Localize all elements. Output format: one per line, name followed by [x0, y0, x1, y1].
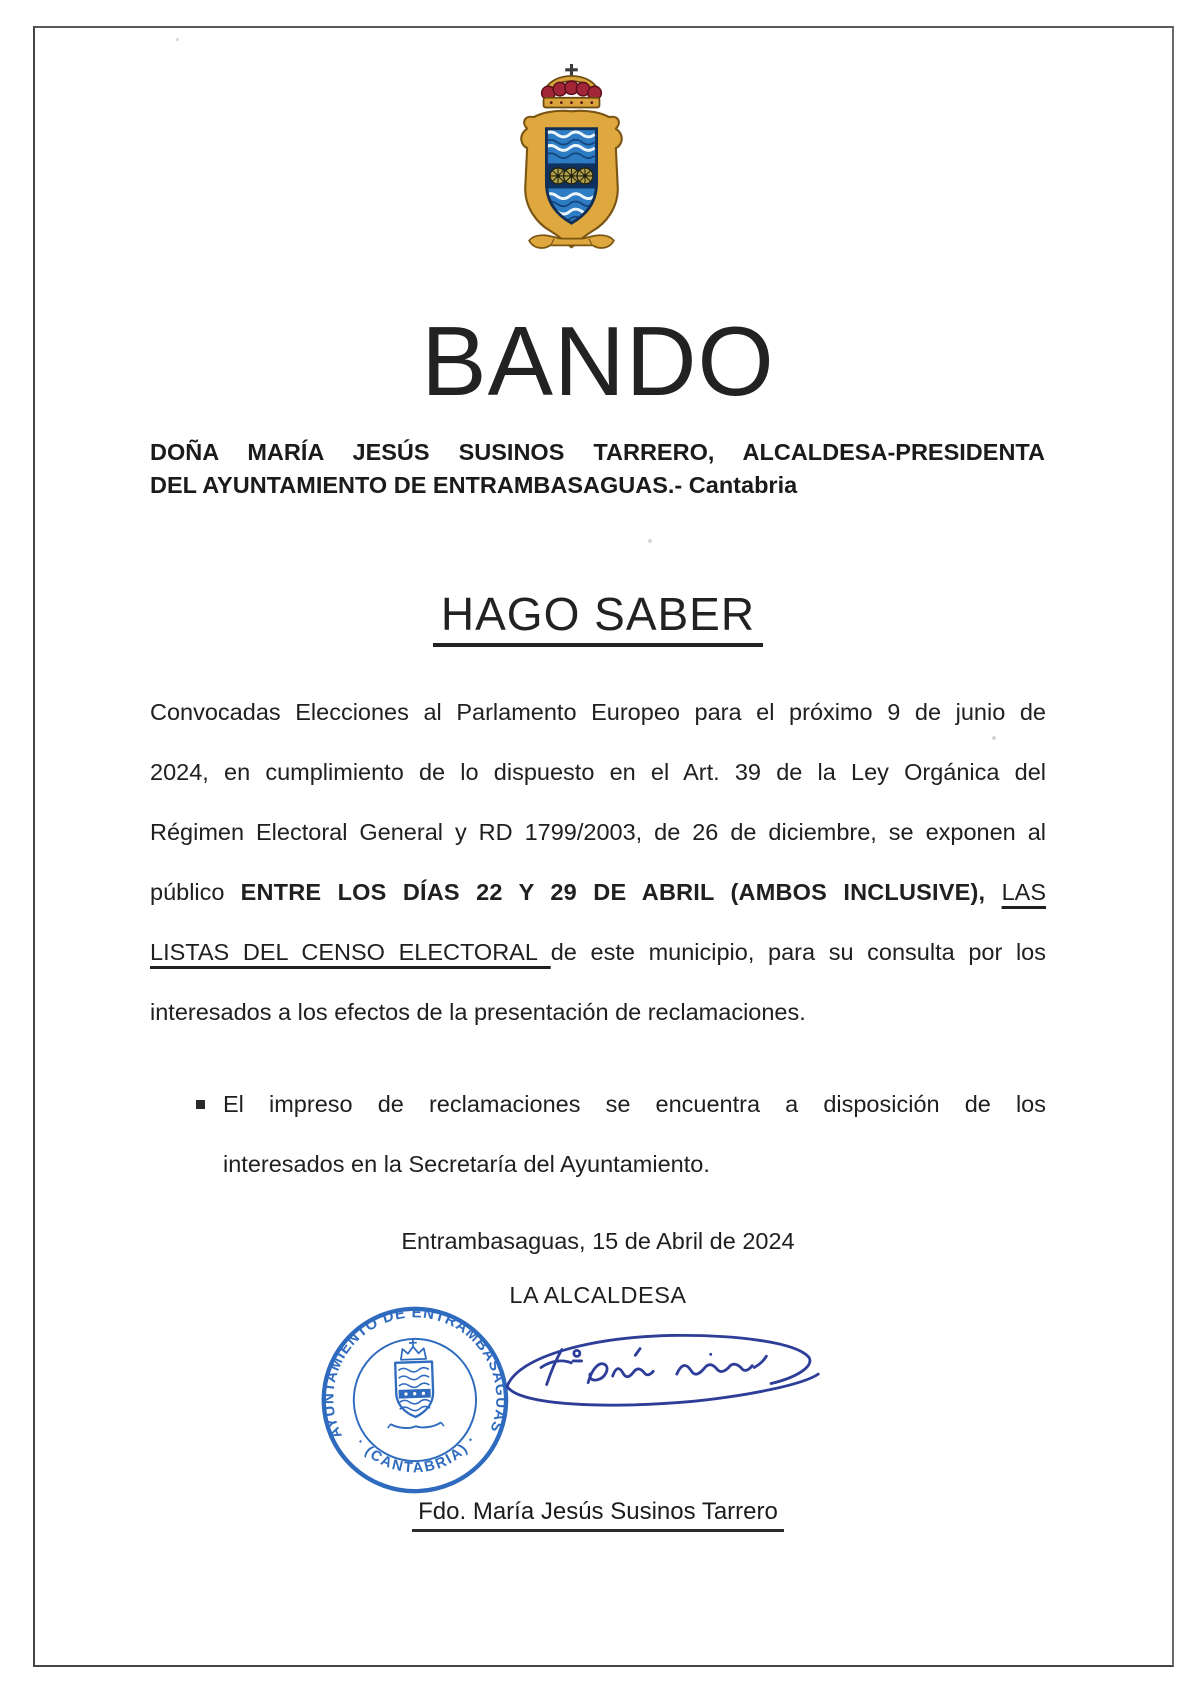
date-line: Entrambasaguas, 15 de Abril de 2024	[401, 1228, 795, 1254]
signed-by-text: Fdo. María Jesús Susinos Tarrero	[412, 1498, 784, 1532]
bullet-line: El impreso de reclamaciones se encuentra a disposición de los	[223, 1091, 1046, 1117]
mill-wheel-icon	[577, 168, 593, 184]
stamp-shield-icon	[385, 1338, 444, 1429]
hago-saber-text: HAGO SABER	[433, 588, 763, 647]
salutation-block	[150, 436, 1045, 502]
stamp-arc-top-text: AYUNTAMIENTO DE ENTRAMBASAGUAS	[320, 1304, 510, 1442]
scan-speck	[176, 38, 179, 41]
scan-speck	[648, 539, 652, 543]
bullet-item	[196, 1074, 1046, 1194]
signature-icon	[492, 1326, 822, 1426]
salutation-line: DOÑA MARÍA JESÚS SUSINOS TARRERO, ALCALDESA-PRESIDENTA	[150, 439, 1045, 465]
paragraph-underlined-text: LISTAS DEL CENSO ELECTORAL	[150, 939, 551, 965]
square-bullet-icon	[196, 1100, 205, 1109]
paragraph-line	[150, 922, 1046, 982]
bullet-line: interesados en la Secretaría del Ayuntamiento.	[223, 1151, 710, 1177]
municipal-stamp	[315, 1300, 516, 1506]
office-title: LA ALCALDESA	[509, 1282, 687, 1308]
proclamation-paragraph	[150, 682, 1046, 1042]
paragraph-line: Convocadas Elecciones al Parlamento Europeo para el próximo 9 de junio de	[150, 699, 1046, 725]
municipal-coat-of-arms	[504, 60, 639, 265]
stamp-arc-bottom-text: · (CANTABRIA) ·	[352, 1431, 481, 1477]
document-title: BANDO	[421, 306, 775, 416]
paragraph-line: Régimen Electoral General y RD 1799/2003, de 26 de diciembre, se exponen al	[150, 819, 1046, 845]
paragraph-bold-text: ENTRE LOS DÍAS 22 Y 29 DE ABRIL (AMBOS INCLUSIVE),	[240, 879, 1002, 905]
paragraph-text: público	[150, 879, 241, 905]
paragraph-line: 2024, en cumplimiento de lo dispuesto en el Art. 39 de la Ley Orgánica del	[150, 759, 1046, 785]
shield-icon	[521, 111, 621, 247]
scan-speck	[992, 736, 996, 740]
salutation-line: DEL AYUNTAMIENTO DE ENTRAMBASAGUAS.- Cantabria	[150, 472, 798, 498]
paragraph-text: de este municipio, para su consulta por los	[550, 939, 1047, 965]
paragraph-line: interesados a los efectos de la presentación de reclamaciones.	[150, 999, 806, 1025]
crown-icon	[542, 64, 602, 107]
coat-of-arms-icon	[504, 60, 639, 260]
bullet-text	[223, 1074, 1046, 1194]
stamp-icon	[315, 1300, 516, 1501]
handwritten-signature	[492, 1326, 822, 1431]
signed-by-line	[150, 1498, 1046, 1526]
paragraph-line	[150, 862, 1046, 922]
paragraph-underlined-text: LAS	[1001, 879, 1047, 905]
hago-saber-heading	[0, 588, 1196, 641]
